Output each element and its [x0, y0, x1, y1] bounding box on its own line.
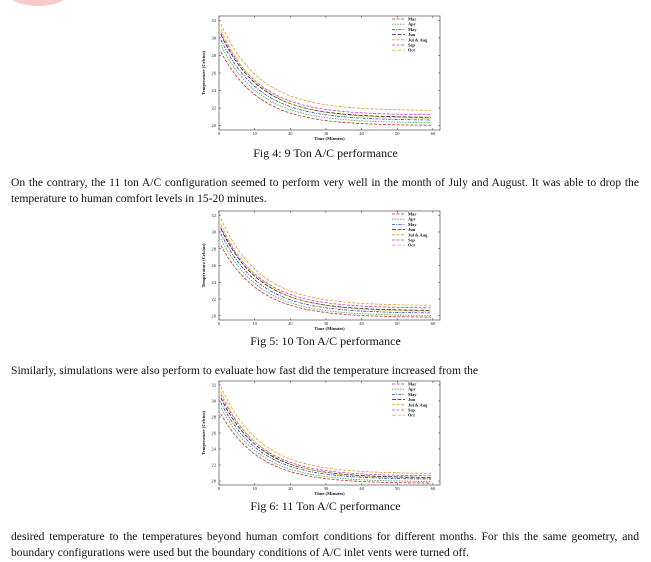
x-tick-label: 30	[323, 321, 329, 326]
plot-frame	[219, 211, 440, 320]
plot-frame	[219, 381, 440, 485]
legend-label-jun: Jun	[408, 227, 416, 233]
series-line-sep	[221, 33, 431, 115]
x-tick-label: 20	[287, 131, 293, 136]
y-tick-label: 32	[211, 382, 216, 388]
y-tick-label: 28	[211, 246, 216, 252]
chart-fig6	[197, 379, 447, 499]
x-tick-label: 0	[217, 486, 221, 491]
caption-fig4: Fig 4: 9 Ton A/C performance	[253, 146, 398, 160]
figure-5	[197, 209, 447, 334]
legend-label-apr: Apr	[408, 216, 416, 222]
series-line-jul-aug	[221, 216, 431, 306]
legend-label-jul-aug: Jul & Aug	[408, 232, 428, 238]
y-tick-label: 28	[211, 53, 216, 59]
figure-6	[197, 379, 447, 499]
y-tick-label: 22	[211, 296, 216, 302]
legend-label-oct: Oct	[408, 242, 415, 248]
legend-label-jul-aug: Jul & Aug	[408, 37, 428, 43]
logo-watermark-fragment	[0, 0, 82, 10]
x-tick-label: 0	[217, 131, 221, 136]
series-line-mar	[221, 52, 431, 125]
series-line-jul-aug	[221, 21, 431, 110]
y-tick-label: 30	[211, 35, 216, 41]
series-line-sep	[221, 395, 431, 476]
legend-label-mar: Mar	[408, 16, 417, 22]
legend-label-may: May	[408, 391, 417, 397]
paragraph-1: On the contrary, the 11 ton A/C configuration seemed to perform very well in the month of July and August. It was able to drop the temperature to human comfort levels in 15-20 minutes.	[11, 176, 639, 205]
x-tick-label: 40	[359, 321, 364, 326]
series-line-mar	[221, 242, 431, 317]
series-line-jun	[221, 398, 431, 478]
y-tick-label: 20	[211, 478, 216, 484]
legend-label-apr: Apr	[408, 386, 416, 392]
x-tick-label: 50	[394, 486, 400, 491]
x-tick-label: 20	[287, 486, 293, 491]
x-tick-label: 30	[323, 131, 329, 136]
x-tick-label: 60	[430, 486, 436, 491]
x-tick-label: 20	[287, 321, 293, 326]
legend-label-jun: Jun	[408, 32, 416, 38]
y-axis-label: Temperature (Celcius)	[201, 410, 206, 456]
legend-label-jul-aug: Jul & Aug	[408, 402, 428, 408]
legend-label-jun: Jun	[408, 397, 416, 403]
y-tick-label: 22	[211, 105, 216, 111]
y-tick-label: 28	[211, 414, 216, 420]
y-tick-label: 30	[211, 229, 216, 235]
y-axis-label: Temperature (Celcius)	[201, 50, 206, 96]
y-tick-label: 32	[211, 17, 216, 23]
y-tick-label: 32	[211, 212, 216, 218]
series-line-sep	[221, 227, 431, 308]
figure-4	[197, 14, 447, 144]
x-axis-label: Time (Minutes)	[314, 326, 345, 331]
y-axis-label: Temperature (Celcius)	[201, 243, 206, 288]
y-tick-label: 20	[211, 313, 216, 319]
series-line-oct	[221, 221, 431, 312]
paragraph-2: Similarly, simulations were also perform to evaluate how fast did the temperature increased from the	[11, 364, 479, 377]
legend-label-oct: Oct	[408, 47, 415, 53]
x-tick-label: 30	[323, 486, 329, 491]
legend-label-mar: Mar	[408, 381, 417, 387]
paragraph-3: desired temperature to the temperatures beyond human comfort conditions for different months. For this the same geometry, and boundary configurations were used but the boundary conditions of A/C inlet vents were turned off.	[11, 530, 639, 559]
y-tick-label: 24	[211, 446, 216, 452]
legend-label-sep: Sep	[408, 237, 415, 243]
chart-fig5	[197, 209, 447, 334]
series-line-jun	[221, 229, 431, 311]
x-axis-label: Time (Minutes)	[314, 491, 345, 496]
y-tick-label: 26	[211, 70, 216, 76]
caption-fig6: Fig 6: 11 Ton A/C performance	[250, 499, 401, 513]
x-tick-label: 60	[430, 321, 436, 326]
y-tick-label: 24	[211, 88, 216, 94]
legend-label-may: May	[408, 221, 417, 227]
x-axis-label: Time (Minutes)	[314, 136, 345, 141]
legend-label-may: May	[408, 26, 417, 32]
series-line-oct	[221, 391, 431, 478]
x-tick-label: 40	[359, 131, 364, 136]
chart-fig4	[197, 14, 447, 144]
x-tick-label: 10	[252, 321, 257, 326]
x-tick-label: 60	[430, 131, 436, 136]
legend-label-apr: Apr	[408, 21, 416, 27]
legend-label-mar: Mar	[408, 211, 417, 217]
x-tick-label: 50	[394, 321, 400, 326]
x-tick-label: 40	[359, 486, 364, 491]
y-tick-label: 22	[211, 462, 216, 468]
x-tick-label: 10	[252, 131, 257, 136]
x-tick-label: 10	[252, 486, 257, 491]
series-line-apr	[221, 239, 431, 316]
legend-label-oct: Oct	[408, 412, 415, 418]
y-tick-label: 30	[211, 398, 216, 404]
legend-label-sep: Sep	[408, 407, 415, 413]
caption-fig5: Fig 5: 10 Ton A/C performance	[250, 334, 401, 348]
y-tick-label: 26	[211, 430, 216, 436]
y-tick-label: 26	[211, 263, 216, 269]
series-line-may	[221, 40, 431, 120]
legend-label-sep: Sep	[408, 42, 415, 48]
x-tick-label: 0	[217, 321, 221, 326]
y-tick-label: 20	[211, 123, 216, 129]
x-tick-label: 50	[394, 131, 400, 136]
y-tick-label: 24	[211, 279, 216, 285]
series-line-apr	[221, 42, 431, 123]
